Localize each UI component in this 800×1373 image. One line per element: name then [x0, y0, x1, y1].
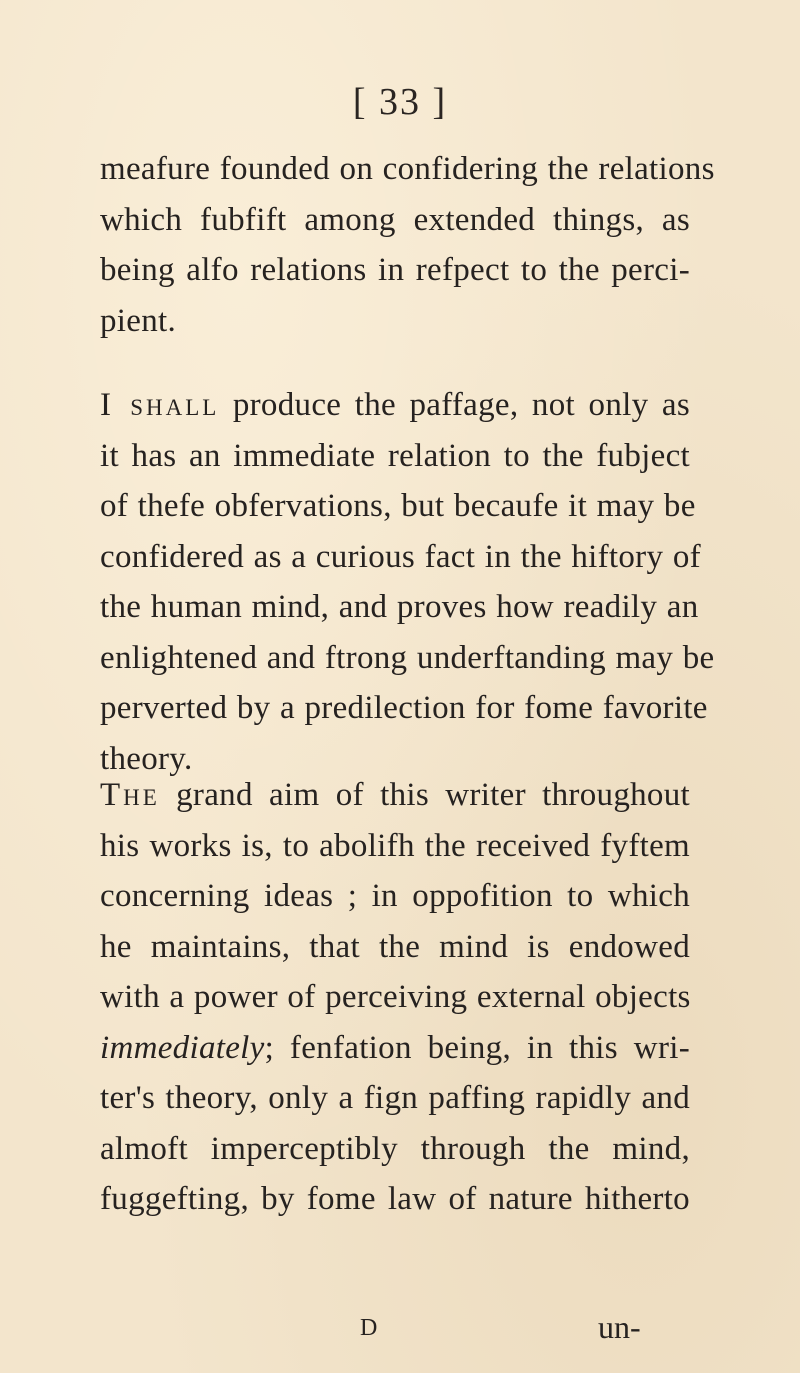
text-line: of thefe obfervations, but becaufe it may be — [100, 488, 696, 524]
text-line: fuggefting, by fome law of nature hitherto — [100, 1181, 690, 1217]
paragraph-lead: I shall — [100, 387, 220, 423]
text-line: he maintains, that the mind is endowed — [100, 928, 690, 965]
text-line: being alfo relations in refpect to the perci- — [100, 252, 690, 288]
text-line: The grand aim of this writer throughout — [100, 777, 690, 813]
text-line: almoft imperceptibly through the mind, — [100, 1130, 690, 1167]
text-line: confidered as a curious fact in the hiftory of — [100, 538, 701, 575]
signature-mark: D — [360, 1315, 378, 1341]
paragraph-2 — [100, 380, 715, 784]
text-line: enlightened and ftrong underftanding may be — [100, 639, 715, 676]
text-line: ter's theory, only a fign paffing rapidly and — [100, 1080, 690, 1116]
text-line: concerning ideas ; in oppofition to which — [100, 878, 690, 914]
text-line: I shall produce the paffage, not only as — [100, 387, 690, 423]
page-number: [ 33 ] — [352, 81, 448, 123]
text-line: the human mind, and proves how readily an — [100, 589, 699, 625]
text-line: his works is, to abolifh the received fyftem — [100, 827, 690, 864]
text-line: pient. — [100, 302, 177, 339]
text-line: immediately; fenfation being, in this wri- — [100, 1029, 690, 1066]
paragraph-1 — [100, 144, 715, 346]
catchword: un- — [598, 1309, 641, 1345]
paragraph-lead: The — [100, 777, 160, 813]
text-line: perverted by a predilection for fome favorite — [100, 690, 708, 726]
text-line: theory. — [100, 740, 193, 777]
text-line: it has an immediate relation to the fubject — [100, 437, 690, 474]
italic-emphasis: immediately — [100, 1029, 265, 1066]
text-line: which fubfift among extended things, as — [100, 201, 690, 238]
text-line: with a power of perceiving external objects — [100, 979, 691, 1015]
text-line: meafure founded on confidering the relations — [100, 151, 715, 187]
paragraph-3 — [100, 770, 690, 1225]
